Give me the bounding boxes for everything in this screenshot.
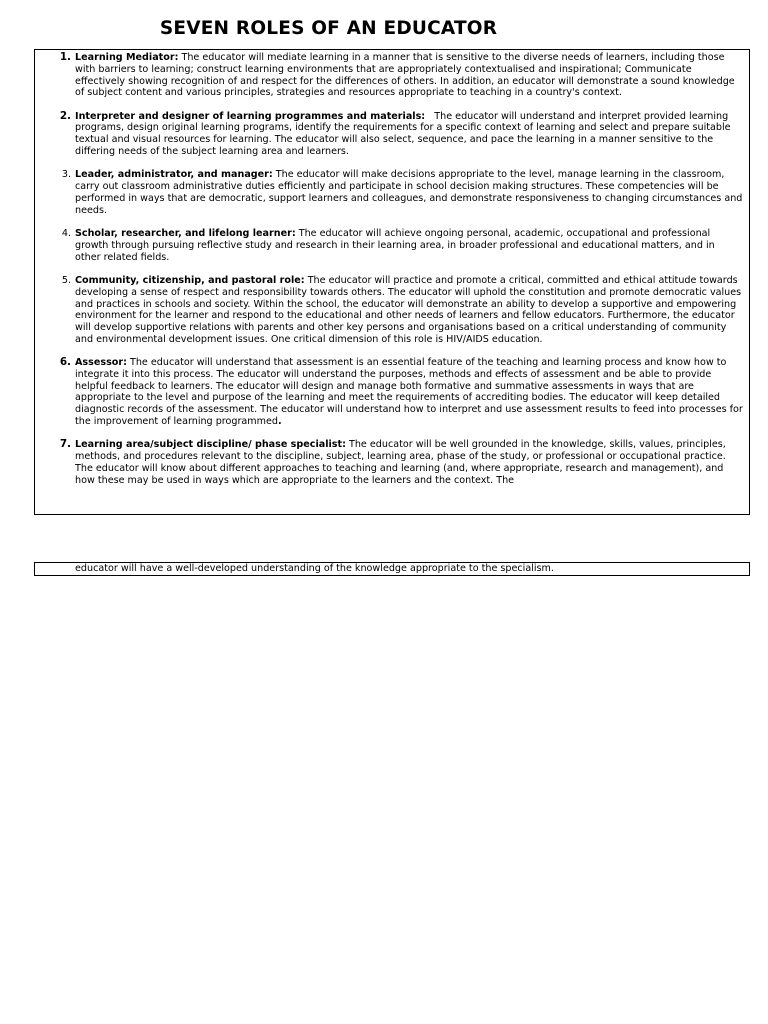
role-item-6: [35, 357, 749, 428]
page-title: SEVEN ROLES OF AN EDUCATOR: [159, 18, 498, 39]
role-name: Community, citizenship, and pastoral role:: [75, 275, 305, 286]
role-name: Assessor:: [75, 357, 127, 369]
role-description: The educator will understand that assessment is an essential feature of the teaching and learning process and know how to integrate it into this process. The educator will understand the purposes, methods and effects of assessment and be able to provide helpful feedback to learners. The educator will design and manage both formative and summative assessments in ways that are appropriate to the level and purpose of the learning and meet the requirements of accrediting bodies. The educator will keep detailed diagnostic records of the assessment. The educator will understand how to interpret and use assessment results to feed into processes for the improvement of learning programmed: [75, 357, 743, 427]
role-number: 7.: [59, 438, 71, 451]
role-name: Scholar, researcher, and lifelong learner:: [75, 228, 296, 240]
roles-table-continuation: [34, 562, 750, 576]
role-description: The educator will mediate learning in a manner that is sensitive to the diverse needs of learners, including those with barriers to learning; construct learning environments that are appropriately contextualised and inspirational; Communicate effectively showing recognition of and respect for the differences of others. In addition, an educator will demonstrate a sound knowledge of subject content and various principles, strategies and resources appropriate to teaching in a country's context.: [75, 52, 735, 99]
roles-table: [34, 49, 750, 515]
roles-list: [35, 52, 749, 486]
role-item-4: [35, 228, 749, 263]
role-item-1: [35, 52, 749, 99]
role-number: 6.: [59, 356, 71, 369]
role-item-3: [35, 169, 749, 216]
role-item-7: [35, 439, 749, 486]
role-name: Learning area/subject discipline/ phase specialist:: [75, 439, 346, 451]
role-description: The educator will achieve ongoing personal, academic, occupational and professional growth through pursuing reflective study and research in their learning area, in broader professional and educational matters, and in other related fields.: [75, 228, 715, 263]
role-name: Learning Mediator:: [75, 52, 179, 63]
role-description: The educator will be well grounded in the knowledge, skills, values, principles, methods, and procedures relevant to the discipline, subject, learning area, phase of the study, or professional or occupational practice. The educator will know about different approaches to teaching and learning (and, where appropriate, research and management), and how these may be used in ways which are appropriate to the learners and the context. The: [75, 439, 726, 486]
role-number: 4.: [61, 228, 71, 240]
role-description-period: .: [278, 415, 282, 427]
continuation-text: educator will have a well-developed understanding of the knowledge appropriate to the specialism.: [75, 563, 554, 574]
role-number: 3.: [61, 169, 71, 181]
role-item-2: [35, 111, 749, 158]
role-number: 5.: [61, 275, 71, 286]
role-description: The educator will make decisions appropriate to the level, manage learning in the classroom, carry out classroom administrative duties efficiently and participate in school decision making structures. These competencies will be performed in ways that are democratic, support learners and colleagues, and demonstrate responsiveness to changing circumstances and needs.: [75, 169, 743, 216]
role-description: The educator will understand and interpret provided learning programs, design original learning programs, identify the requirements for a specific context of learning and select and prepare suitable textual and visual resources for learning. The educator will also select, sequence, and pace the learning in a manner sensitive to the differing needs of the subject learning area and learners.: [75, 110, 734, 157]
role-number: 1.: [59, 51, 71, 63]
role-name: Interpreter and designer of learning programmes and materials:: [75, 110, 426, 122]
role-name: Leader, administrator, and manager:: [75, 169, 273, 181]
role-number: 2.: [59, 109, 71, 122]
role-item-5: [35, 275, 749, 346]
role-description: The educator will practice and promote a critical, committed and ethical attitude towards developing a sense of respect and responsibility towards others. The educator will uphold the constitution and promote democratic values and practices in schools and society. Within the school, the educator will demonstrate an ability to develop a supportive and empowering environment for the learner and respond to the educational and other needs of learners and fellow educators. Furthermore, the educator will develop supportive relations with parents and other key persons and organisations based on a critical understanding of community and environmental development issues. One critical dimension of this role is HIV/AIDS education.: [75, 275, 742, 345]
